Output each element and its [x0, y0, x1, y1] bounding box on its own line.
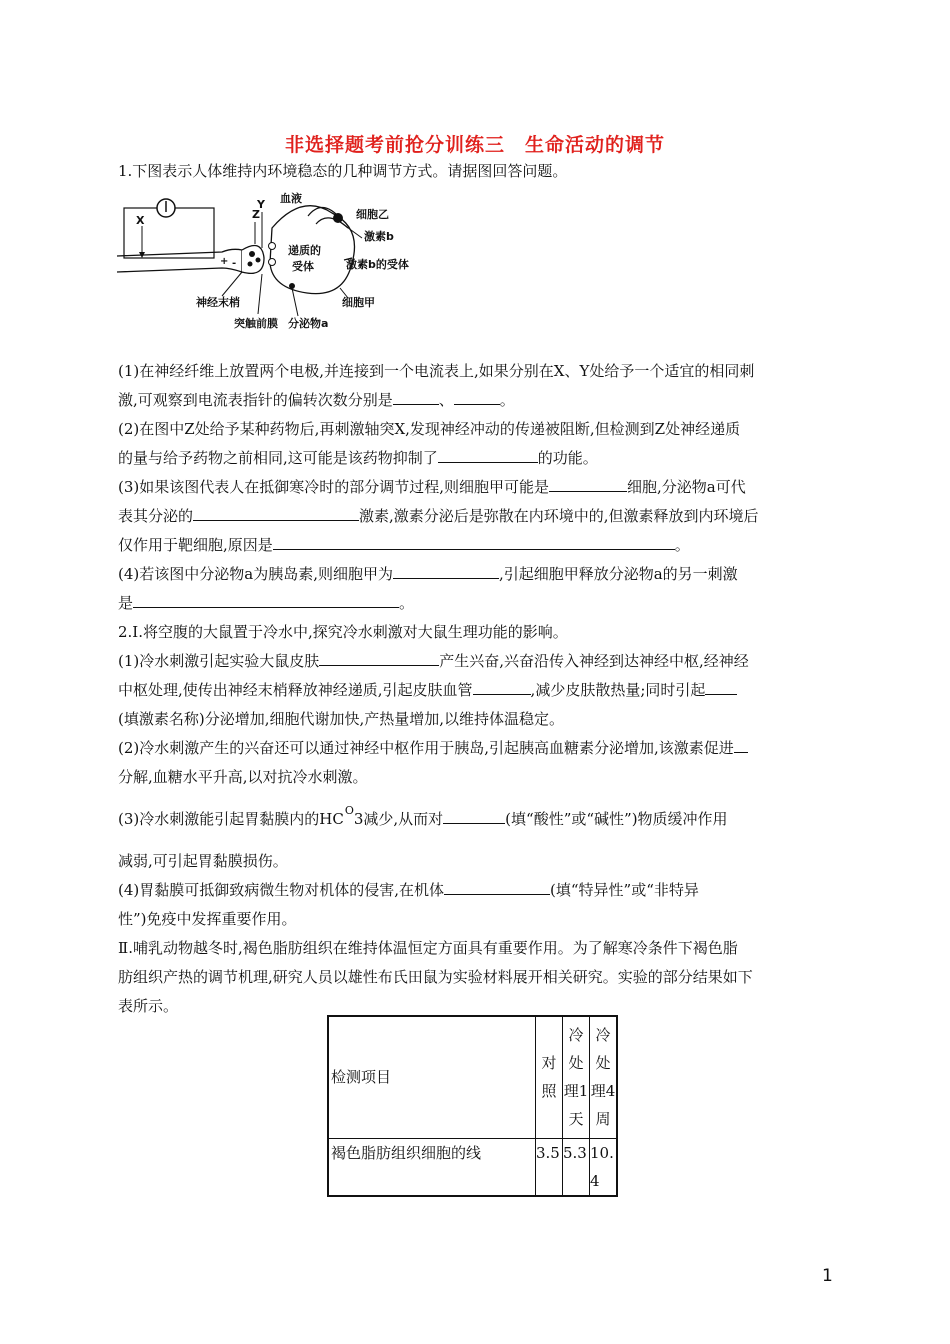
answer-blank[interactable]	[454, 389, 500, 405]
table-cell: 10.4	[590, 1138, 618, 1196]
label-blood: 血液	[280, 192, 302, 205]
q1-part4-line2: 是 。	[118, 594, 415, 612]
table-cell: 褐色脂肪组织细胞的线	[328, 1138, 536, 1196]
q2-s3-line2: 减弱,可引起胃黏膜损伤。	[118, 852, 288, 870]
q2-s2-line2: 分解,血糖水平升高,以对抗冷水刺激。	[118, 768, 368, 786]
q1-part1-line1: (1)在神经纤维上放置两个电极,并连接到一个电流表上,如果分别在X、Y处给予一个适宜的相同刺	[118, 362, 755, 380]
label-cell-a: 细胞甲	[342, 296, 375, 309]
q2-part1-head: 2.Ⅰ.将空腹的大鼠置于冷水中,探究冷水刺激对大鼠生理功能的影响。	[118, 623, 568, 641]
label-secretion-a: 分泌物a	[288, 317, 329, 330]
label-receptor-1: 递质的	[288, 244, 321, 257]
answer-blank[interactable]	[393, 389, 439, 405]
table-header-cell: 冷处理4周	[590, 1016, 618, 1138]
answer-blank[interactable]	[473, 679, 531, 695]
answer-blank[interactable]	[193, 505, 359, 521]
page-title: 非选择题考前抢分训练三 生命活动的调节	[284, 134, 665, 156]
q2-s1-line3: (填激素名称)分泌增加,细胞代谢加快,产热量增加,以维持体温稳定。	[118, 710, 565, 728]
table-header-row	[328, 1016, 617, 1138]
q1-part3-line2: 表其分泌的 激素,激素分泌后是弥散在内环境中的,但激素释放到内环境后	[118, 507, 759, 525]
regulation-diagram	[112, 188, 432, 338]
label-x: X	[136, 214, 145, 227]
table-header-cell: 检测项目	[328, 1016, 536, 1138]
label-cell-b: 细胞乙	[356, 208, 389, 221]
q1-part2-line2: 的量与给予药物之前相同,这可能是该药物抑制了 的功能。	[118, 449, 598, 467]
q2-s2-line1: (2)冷水刺激产生的兴奋还可以通过神经中枢作用于胰岛,引起胰高血糖素分泌增加,该激素促进	[118, 737, 838, 759]
q2-s1-line1: (1)冷水刺激引起实验大鼠皮肤 产生兴奋,兴奋沿传入神经到达神经中枢,经神经	[118, 652, 749, 670]
answer-blank[interactable]	[549, 476, 627, 492]
table-cell: 3.5	[536, 1138, 563, 1196]
table-cell: 5.3	[563, 1138, 590, 1196]
label-y: Y	[257, 198, 265, 211]
q2-s1-line2: 中枢处理,使传出神经末梢释放神经递质,引起皮肤血管 ,减少皮肤散热量;同时引起	[118, 679, 838, 701]
svg-text:-: -	[232, 258, 237, 269]
q1-part1-line2: 激,可观察到电流表指针的偏转次数分别是 、 。	[118, 391, 515, 409]
results-table	[327, 1015, 618, 1197]
q2-s4-line1: (4)胃黏膜可抵御致病微生物对机体的侵害,在机体 (填“特异性”或“非特异	[118, 881, 699, 899]
answer-blank[interactable]	[273, 534, 675, 550]
q2-part2-line3: 表所示。	[118, 997, 179, 1015]
table-header-cell: 冷处理1天	[563, 1016, 590, 1138]
answer-blank[interactable]	[393, 563, 499, 579]
q1-stem: 1.下图表示人体维持内环境稳态的几种调节方式。请据图回答问题。	[118, 162, 568, 180]
answer-blank[interactable]	[443, 808, 505, 824]
label-receptor-2: 受体	[292, 260, 314, 273]
q2-part2-line1: Ⅱ.哺乳动物越冬时,褐色脂肪组织在维持体温恒定方面具有重要作用。为了解寒冷条件下褐色脂	[118, 939, 738, 957]
q2-part2-line2: 肪组织产热的调节机理,研究人员以雄性布氏田鼠为实验材料展开相关研究。实验的部分结果如下	[118, 968, 753, 986]
answer-blank[interactable]	[734, 737, 748, 753]
q2-s3-line1: (3)冷水刺激能引起胃黏膜内的$HC^O3$减少,从而对 (填“酸性”或“碱性”)物质缓冲作用	[118, 804, 728, 828]
answer-blank[interactable]	[319, 650, 439, 666]
label-hormone-b: 激素b	[364, 230, 394, 243]
answer-blank[interactable]	[438, 447, 538, 463]
label-nerve-ending: 神经末梢	[196, 296, 240, 309]
answer-blank[interactable]	[705, 679, 737, 695]
answer-blank[interactable]	[444, 879, 550, 895]
svg-text:+: +	[220, 256, 229, 267]
label-z: Z	[252, 208, 260, 221]
q2-s4-line2: 性”)免疫中发挥重要作用。	[118, 910, 297, 928]
label-hormone-b-receptor: 激素b的受体	[346, 258, 409, 271]
table-row	[328, 1138, 617, 1196]
table-header-cell: 对照	[536, 1016, 563, 1138]
label-presynaptic: 突触前膜	[234, 317, 278, 330]
page-number: 1	[822, 1266, 833, 1286]
q1-part3-line1: (3)如果该图代表人在抵御寒冷时的部分调节过程,则细胞甲可能是 细胞,分泌物a可代	[118, 478, 746, 496]
q1-part3-line3: 仅作用于靶细胞,原因是 。	[118, 536, 690, 554]
answer-blank[interactable]	[133, 592, 399, 608]
q1-part4-line1: (4)若该图中分泌物a为胰岛素,则细胞甲为 ,引起细胞甲释放分泌物a的另一刺激	[118, 565, 738, 583]
q1-part2-line1: (2)在图中Z处给予某种药物后,再刺激轴突X,发现神经冲动的传递被阻断,但检测到Z处神经递质	[118, 420, 741, 438]
